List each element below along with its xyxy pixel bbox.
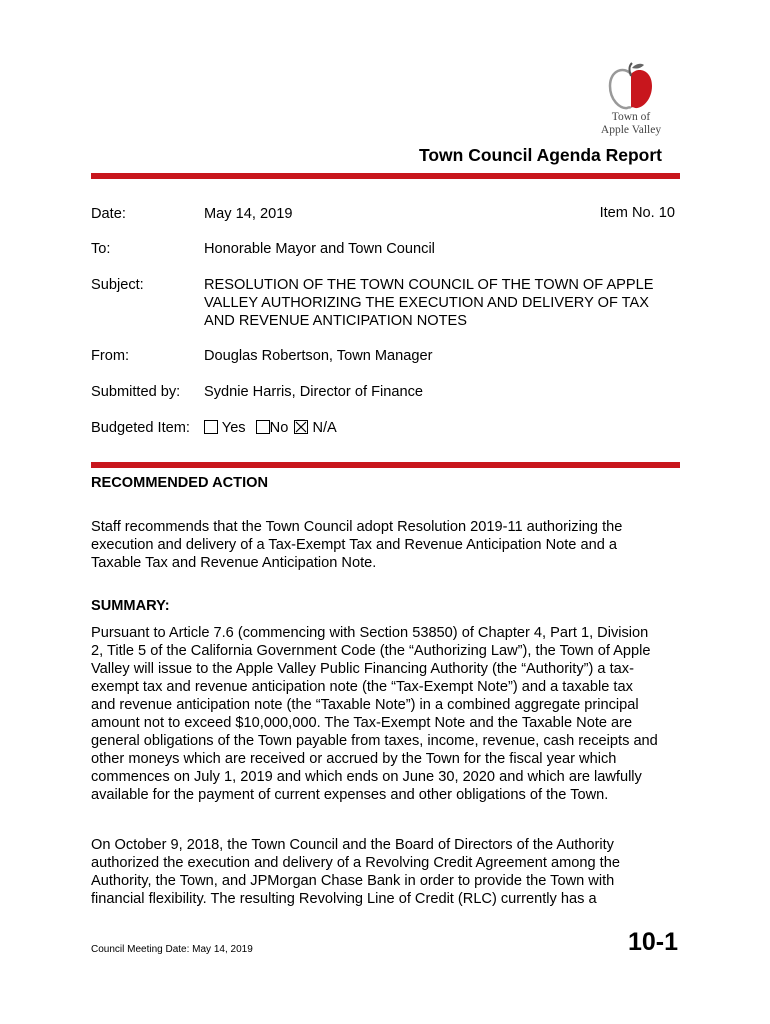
text-line: general obligations of the Town payable from taxes, income, revenue, cash receipts and [91,733,658,749]
text-line: On October 9, 2018, the Town Council and the Board of Directors of the Authority [91,837,614,853]
text-line: commences on July 1, 2019 and which ends on June 30, 2020 and which are lawfully [91,769,642,785]
date-value: May 14, 2019 [204,206,293,222]
town-logo [596,62,666,136]
budgeted-label: Budgeted Item: [91,420,190,436]
to-value: Honorable Mayor and Town Council [204,241,435,257]
text-line: amount not to exceed $10,000,000. The Tax-Exempt Note and the Taxable Note are [91,715,633,731]
section-divider [91,462,680,468]
apple-icon [608,62,654,110]
text-line: Staff recommends that the Town Council adopt Resolution 2019-11 authorizing the [91,519,623,535]
na-label: N/A [312,420,337,436]
text-line: 2, Title 5 of the California Government Code (the “Authorizing Law”), the Town of Apple [91,643,651,659]
na-checkbox[interactable] [294,420,308,434]
to-label: To: [91,241,111,257]
text-line: exempt tax and revenue anticipation note (the “Tax-Exempt Note”) and a taxable tax [91,679,633,695]
summary-paragraph-1 [91,624,691,804]
report-title: Town Council Agenda Report [418,145,662,165]
recommended-heading: RECOMMENDED ACTION [91,475,269,491]
text-line: authorized the execution and delivery of a Revolving Credit Agreement among the [91,855,620,871]
yes-checkbox[interactable] [204,420,218,434]
page-number: 10-1 [627,928,678,956]
recommended-paragraph [91,518,691,572]
subject-label: Subject: [91,277,144,293]
summary-heading: SUMMARY: [91,598,170,614]
text-line: Pursuant to Article 7.6 (commencing with Section 53850) of Chapter 4, Part 1, Division [91,625,649,641]
subject-line: VALLEY AUTHORIZING THE EXECUTION AND DELIVERY OF TAX [204,295,649,311]
item-number: Item No. 10 [599,205,675,221]
header-divider [91,173,680,179]
subject-line: RESOLUTION OF THE TOWN COUNCIL OF THE TOWN OF APPLE [204,277,654,293]
text-line: execution and delivery of a Tax-Exempt Tax and Revenue Anticipation Note and a [91,537,617,553]
text-line: financial flexibility. The resulting Revolving Line of Credit (RLC) currently has a [91,891,597,907]
text-line: other moneys which are received or accrued by the Town for the fiscal year which [91,751,617,767]
subject-line: AND REVENUE ANTICIPATION NOTES [204,313,467,329]
submitted-label: Submitted by: [91,384,181,400]
text-line: available for the payment of current expenses and other obligations of the Town. [91,787,609,803]
from-value: Douglas Robertson, Town Manager [204,348,433,364]
logo-line-1: Town of [611,111,651,123]
text-line: Taxable Tax and Revenue Anticipation Note. [91,555,377,571]
text-line: Valley will issue to the Apple Valley Public Financing Authority (the “Authority”) a tax- [91,661,634,677]
footer-meeting-date: Council Meeting Date: May 14, 2019 [91,944,253,955]
logo-line-2: Apple Valley [600,124,662,136]
text-line: Authority, the Town, and JPMorgan Chase Bank in order to provide the Town with [91,873,615,889]
text-line: and revenue anticipation note (the “Taxable Note”) in a combined aggregate principal [91,697,639,713]
yes-label: Yes [221,420,246,436]
budget-options [204,419,337,437]
date-label: Date: [91,206,126,222]
submitted-value: Sydnie Harris, Director of Finance [204,384,423,400]
from-label: From: [91,348,130,364]
no-label: No [269,420,289,436]
no-checkbox[interactable] [256,420,270,434]
summary-paragraph-2 [91,836,691,908]
